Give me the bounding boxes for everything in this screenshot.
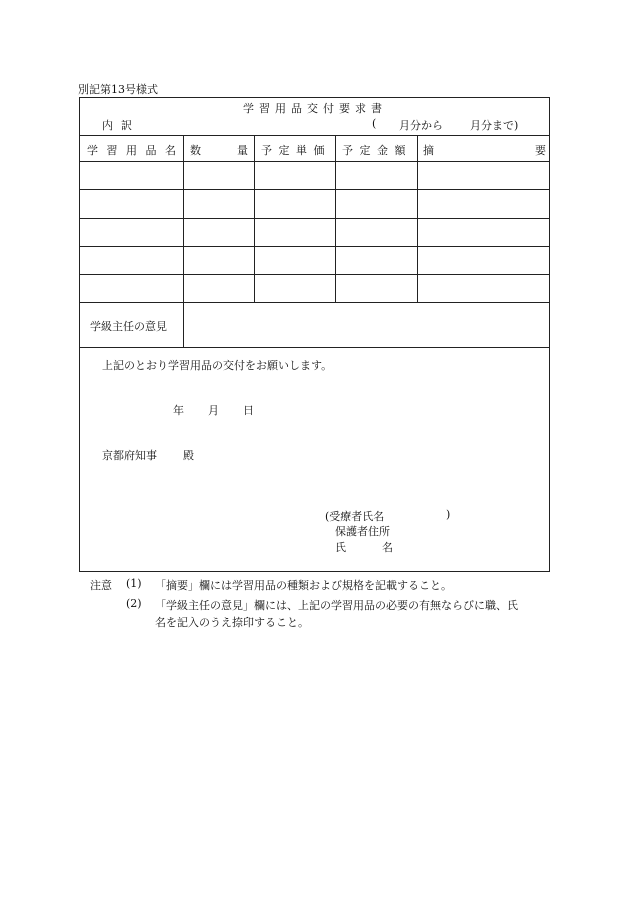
note-number: (2) (126, 597, 142, 610)
amount-cell[interactable] (338, 192, 414, 214)
column-divider (254, 135, 255, 302)
item-name-cell[interactable] (82, 249, 180, 271)
column-header-divider (79, 161, 550, 162)
amount-cell[interactable] (338, 164, 414, 186)
addressee-honorific: 殿 (183, 449, 194, 462)
opinion-divider (79, 347, 550, 348)
unit-price-cell[interactable] (257, 164, 332, 186)
row-divider (79, 218, 550, 219)
unit-price-cell[interactable] (257, 221, 332, 243)
quantity-cell[interactable] (186, 192, 251, 214)
note-text: 「学級主任の意見」欄には、上記の学習用品の必要の有無ならびに職、氏 (155, 599, 518, 612)
remarks-cell[interactable] (420, 164, 546, 186)
header-quantity-b: 量 (237, 144, 248, 157)
date-month-label: 月 (208, 404, 219, 417)
request-text: 上記のとおり学習用品の交付をお願いします。 (102, 359, 333, 372)
patient-name-close-paren: ) (446, 508, 451, 521)
patient-name-label: (受療者氏名 (325, 510, 385, 523)
period-open-paren: ( (372, 117, 377, 130)
item-name-cell[interactable] (82, 192, 180, 214)
row-divider (79, 274, 550, 275)
header-item-name: 学習用品名 (87, 144, 185, 157)
header-remarks-b: 要 (535, 144, 546, 157)
remarks-cell[interactable] (420, 192, 546, 214)
header-quantity-a: 数 (190, 144, 201, 157)
remarks-cell[interactable] (420, 249, 546, 271)
guardian-address-input[interactable] (396, 521, 544, 536)
period-range (372, 117, 532, 131)
amount-cell[interactable] (338, 249, 414, 271)
item-name-cell[interactable] (82, 164, 180, 186)
item-name-cell[interactable] (82, 277, 180, 299)
guardian-name-label-a: 氏 (335, 541, 346, 554)
form-title: 学習用品交付要求書 (243, 102, 387, 115)
amount-cell[interactable] (338, 221, 414, 243)
unit-price-cell[interactable] (257, 277, 332, 299)
header-unit-price: 予定単価 (261, 144, 331, 157)
date-year-label: 年 (173, 404, 184, 417)
guardian-name-label-b: 名 (382, 541, 393, 554)
notes-label: 注意 (90, 579, 112, 592)
note-text-continued: 名を記入のうえ捺印すること。 (155, 616, 309, 629)
breakdown-label: 内訳 (102, 119, 140, 132)
unit-price-cell[interactable] (257, 192, 332, 214)
header-amount: 予定金額 (342, 144, 412, 157)
row-divider (79, 189, 550, 190)
date-year-input[interactable] (140, 400, 170, 415)
teacher-opinion-input[interactable] (187, 306, 545, 344)
note-number: (1) (126, 577, 142, 590)
period-to-label: 月分まで) (470, 119, 519, 132)
table-bottom-divider (79, 302, 550, 303)
remarks-cell[interactable] (420, 221, 546, 243)
guardian-address-label: 保護者住所 (335, 525, 390, 538)
date-day-input[interactable] (220, 400, 240, 415)
opinion-column-divider (183, 302, 184, 347)
patient-name-input[interactable] (392, 506, 444, 521)
form-number: 別記第13号様式 (78, 83, 158, 96)
header-divider (79, 135, 550, 136)
period-from-label: 月分から (399, 119, 443, 132)
remarks-cell[interactable] (420, 277, 546, 299)
teacher-opinion-label: 学級主任の意見 (90, 320, 167, 333)
date-day-label: 日 (243, 404, 254, 417)
row-divider (79, 246, 550, 247)
addressee-name: 京都府知事 (102, 449, 157, 462)
column-divider (183, 135, 184, 302)
period-from-month-input[interactable] (382, 117, 396, 131)
amount-cell[interactable] (338, 277, 414, 299)
item-name-cell[interactable] (82, 221, 180, 243)
header-remarks-a: 摘 (423, 144, 434, 157)
quantity-cell[interactable] (186, 249, 251, 271)
quantity-cell[interactable] (186, 164, 251, 186)
column-divider (417, 135, 418, 302)
guardian-name-input[interactable] (396, 537, 544, 552)
quantity-cell[interactable] (186, 277, 251, 299)
note-text: 「摘要」欄には学習用品の種類および規格を記載すること。 (155, 579, 452, 592)
unit-price-cell[interactable] (257, 249, 332, 271)
quantity-cell[interactable] (186, 221, 251, 243)
period-to-month-input[interactable] (444, 117, 468, 131)
date-month-input[interactable] (185, 400, 205, 415)
column-divider (335, 135, 336, 302)
